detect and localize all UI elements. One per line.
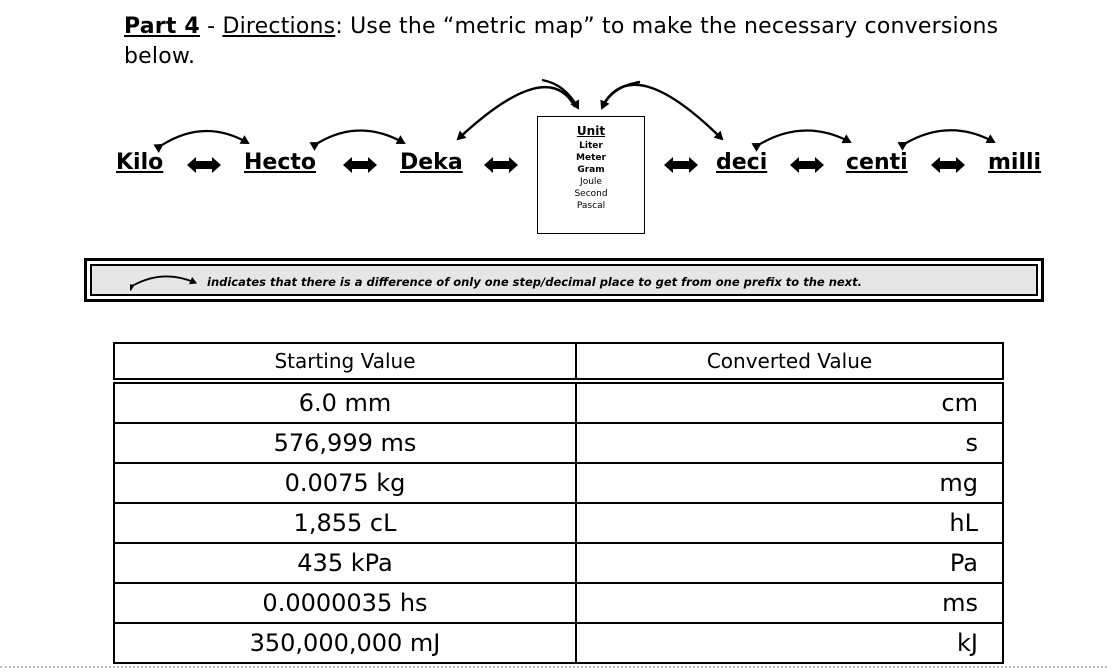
unit-second: Second [574,189,608,199]
starting-value-cell: 350,000,000 mJ [114,623,576,663]
starting-value-cell: 6.0 mm [114,381,576,423]
double-arrow-icon [187,156,221,174]
part-label: Part 4 [124,14,200,39]
prefix-kilo: Kilo [116,150,164,175]
step-arrow-deci-centi [760,130,850,144]
step-arrow-centi-milli [906,130,994,143]
double-arrow-icon [790,156,824,174]
step-arrow-kilo-hecto [162,131,248,145]
legend-inner [90,264,1038,296]
unit-gram: Gram [577,165,605,175]
unit-pascal: Pascal [576,201,606,211]
double-arrow-icon [931,156,965,174]
prefix-centi: centi [846,150,908,175]
legend-box [84,258,1044,302]
prefix-milli: milli [988,150,1042,175]
converted-value-cell[interactable]: cm [576,381,1003,423]
unit-meter: Meter [576,153,606,163]
directions-label: Directions [222,14,336,39]
header-starting-value: Starting Value [114,343,576,381]
converted-value-cell[interactable]: s [576,423,1003,463]
step-arrow-icon [130,271,202,291]
unit-box [537,116,645,234]
part-separator: - [199,14,223,39]
starting-value-cell: 576,999 ms [114,423,576,463]
table-row [114,463,1003,503]
double-arrow-icon [484,156,518,174]
unit-joule: Joule [580,177,602,187]
starting-value-cell: 0.0000035 hs [114,583,576,623]
prefix-deci: deci [716,150,768,175]
converted-value-cell[interactable]: hL [576,503,1003,543]
starting-value-cell: 435 kPa [114,543,576,583]
table-row [114,381,1003,423]
double-arrow-icon [343,156,377,174]
converted-value-cell[interactable]: Pa [576,543,1003,583]
table-row [114,423,1003,463]
prefix-deka: Deka [400,150,463,175]
table-header-row [114,343,1003,381]
table-row [114,623,1003,663]
legend-text: indicates that there is a difference of only one step/decimal place to get from one prefix to the next. [207,275,862,289]
converted-value-cell[interactable]: kJ [576,623,1003,663]
conversion-table [113,342,1004,664]
double-arrow-icon [664,156,698,174]
converted-value-cell[interactable]: ms [576,583,1003,623]
starting-value-cell: 0.0075 kg [114,463,576,503]
step-arrow-hecto-deka [318,131,404,144]
table-row [114,543,1003,583]
starting-value-cell: 1,855 cL [114,503,576,543]
unit-title: Unit [576,124,606,138]
page-edge-divider [0,666,1107,668]
directions-text: : Use the “metric map” to make the necessary conversions below. [124,14,999,69]
converted-value-cell[interactable]: mg [576,463,1003,503]
prefix-hecto: Hecto [244,150,317,175]
header-converted-value: Converted Value [576,343,1003,381]
table-row [114,583,1003,623]
unit-liter: Liter [579,141,603,151]
table-row [114,503,1003,543]
